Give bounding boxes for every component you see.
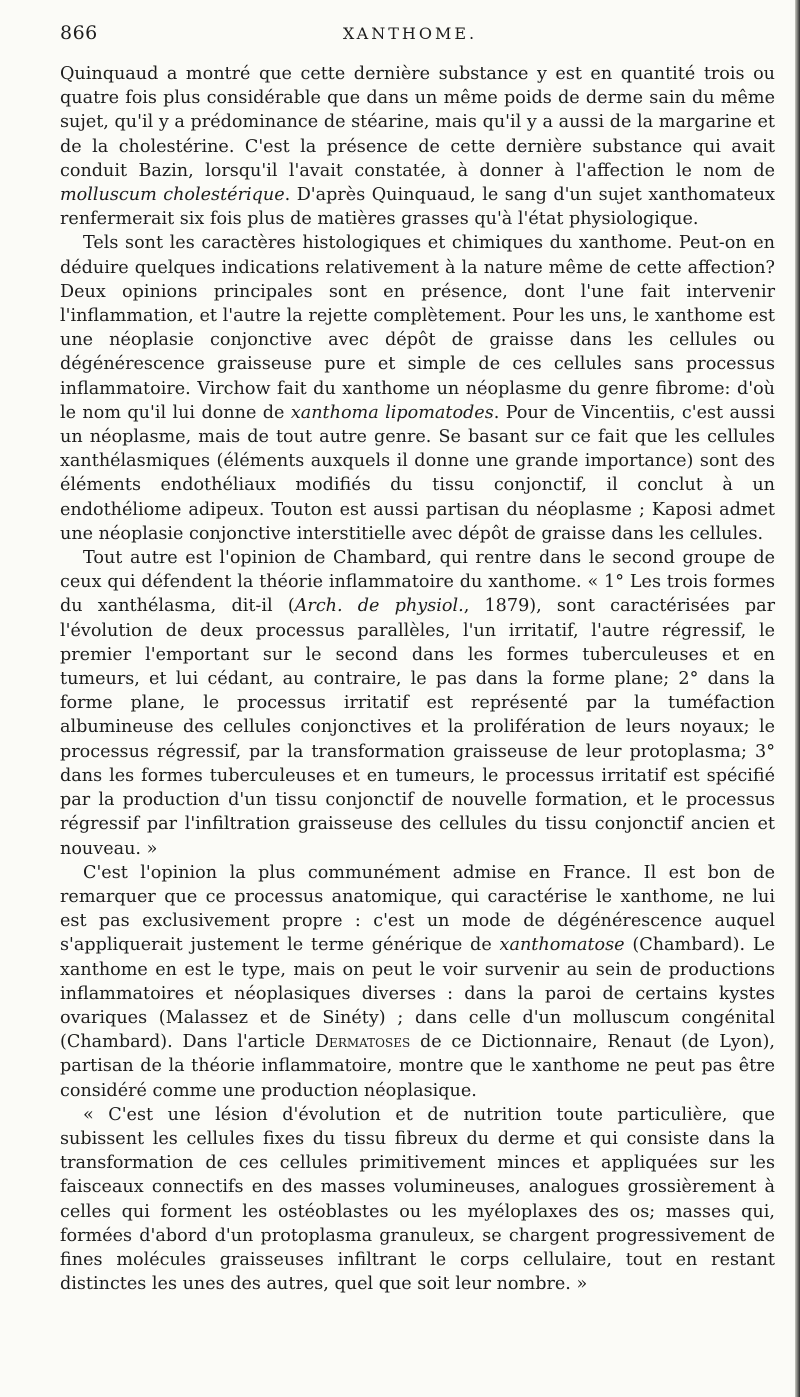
page-edge-shadow xyxy=(795,0,800,1397)
page-number: 866 xyxy=(60,22,98,44)
paragraph-3: Tout autre est l'opinion de Chambard, qui rentre dans le second groupe de ceux qui défendent la théorie inflammatoire du xanthome. « 1° Les trois formes du xanthélasma, dit-il (Arch. de physiol., 1879), sont caractérisées par l'évolution de deux processus parallèles, l'un irritatif, l'autre régressif, le premier l'emportant sur le second dans les formes tuberculeuses et en tumeurs, et lui cédant, au contraire, le pas dans la forme plane; 2° dans la forme plane, le processus irritatif est représenté par la tuméfaction albumineuse des cellules conjonctives et la prolifération de leurs noyaux; le processus régressif, par la transformation graisseuse de leur protoplasma; 3° dans les formes tuberculeuses et en tumeurs, le processus irritatif est spécifié par la production d'un tissu conjonctif de nouvelle formation, et le processus régressif par l'infiltration graisseuse des cellules du tissu conjonctif ancien et nouveau. » xyxy=(60,548,776,859)
paragraph-2: Tels sont les caractères histologiques et chimiques du xanthome. Peut-on en déduire quelques indications relativement à la nature même de cette affection? Deux opinions principales sont en présence, dont l'une fait intervenir l'inflammation, et l'autre la rejette complètement. Pour les uns, le xanthome est une néoplasie conjonctive avec dépôt de graisse dans les cellules ou dégénérescence graisseuse pure et simple de ces cellules sans processus inflammatoire. Virchow fait du xanthome un néoplasme du genre fibrome: d'où le nom qu'il lui donne de xanthoma lipomatodes. Pour de Vincentiis, c'est aussi un néoplasme, mais de tout autre genre. Se basant sur ce fait que les cellules xanthélasmiques (éléments auxquels il donne une grande importance) sont des éléments endothéliaux modifiés du tissu conjonctif, il conclut à un endothéliome adipeux. Touton est aussi partisan du néoplasme ; Kaposi admet une néoplasie conjonctive interstitielle avec dépôt de graisse dans les cellules. xyxy=(60,233,775,544)
term-molluscum-cholesterique: molluscum cholestérique xyxy=(60,185,285,206)
running-title: XANTHOME. xyxy=(342,24,478,43)
paragraph-1: Quinquaud a montré que cette dernière substance y est en quantité trois ou quatre fois plus considérable que dans un même poids de derme sain du même sujet, qu'il y a prédominance de stéarine, mais qu'il y a aussi de la margarine et de la cholestérine. C'est la présence de cette dernière substance qui avait conduit Bazin, lorsqu'il l'avait constatée, à donner à l'affection le nom de molluscum cholestérique. D'après Quinquaud, le sang d'un sujet xanthomateux renfermerait six fois plus de matières grasses qu'à l'état physiologique. xyxy=(60,64,775,230)
term-xanthomatose: xanthomatose xyxy=(499,935,625,956)
paragraph-4: C'est l'opinion la plus communément admise en France. Il est bon de remarquer que ce processus anatomique, qui caractérise le xanthome, ne lui est pas exclusivement propre : c'est un mode de dégénérescence auquel s'appliquerait justement le terme générique de xanthomatose (Chambard). Le xanthome en est le type, mais on peut le voir survenir au sein de productions inflammatoires et néoplasiques diverses : dans la paroi de certains kystes ovariques (Malassez et de Sinéty) ; dans celle d'un molluscum congénital (Chambard). Dans l'article Dermatoses de ce Dictionnaire, Renaut (de Lyon), partisan de la théorie inflammatoire, montre que le xanthome ne peut pas être considéré comme une production néoplasique. xyxy=(60,862,775,1101)
term-xanthoma-lipomatodes: xanthoma lipomatodes xyxy=(290,402,494,423)
page-header xyxy=(60,22,760,62)
article-reference-dermatoses: Dermatoses xyxy=(314,1032,411,1053)
body-text xyxy=(60,62,775,1296)
citation-arch-physiol: Arch. de physiol. xyxy=(294,596,464,617)
paragraph-5: « C'est une lésion d'évolution et de nutrition toute particulière, que subissent les cellules fixes du tissu fibreux du derme et qui consiste dans la transformation de ces cellules primitivement minces et appliquées sur les faisceaux connectifs en des masses volumineuses, analogues grossièrement à celles qui forment les ostéoblastes ou les myéloplaxes des os; masses qui, formées d'abord d'un protoplasma granuleux, se chargent progressivement de fines molécules graisseuses infiltrant le corps cellulaire, tout en restant distinctes les unes des autres, quel que soit leur nombre. » xyxy=(60,1104,775,1295)
